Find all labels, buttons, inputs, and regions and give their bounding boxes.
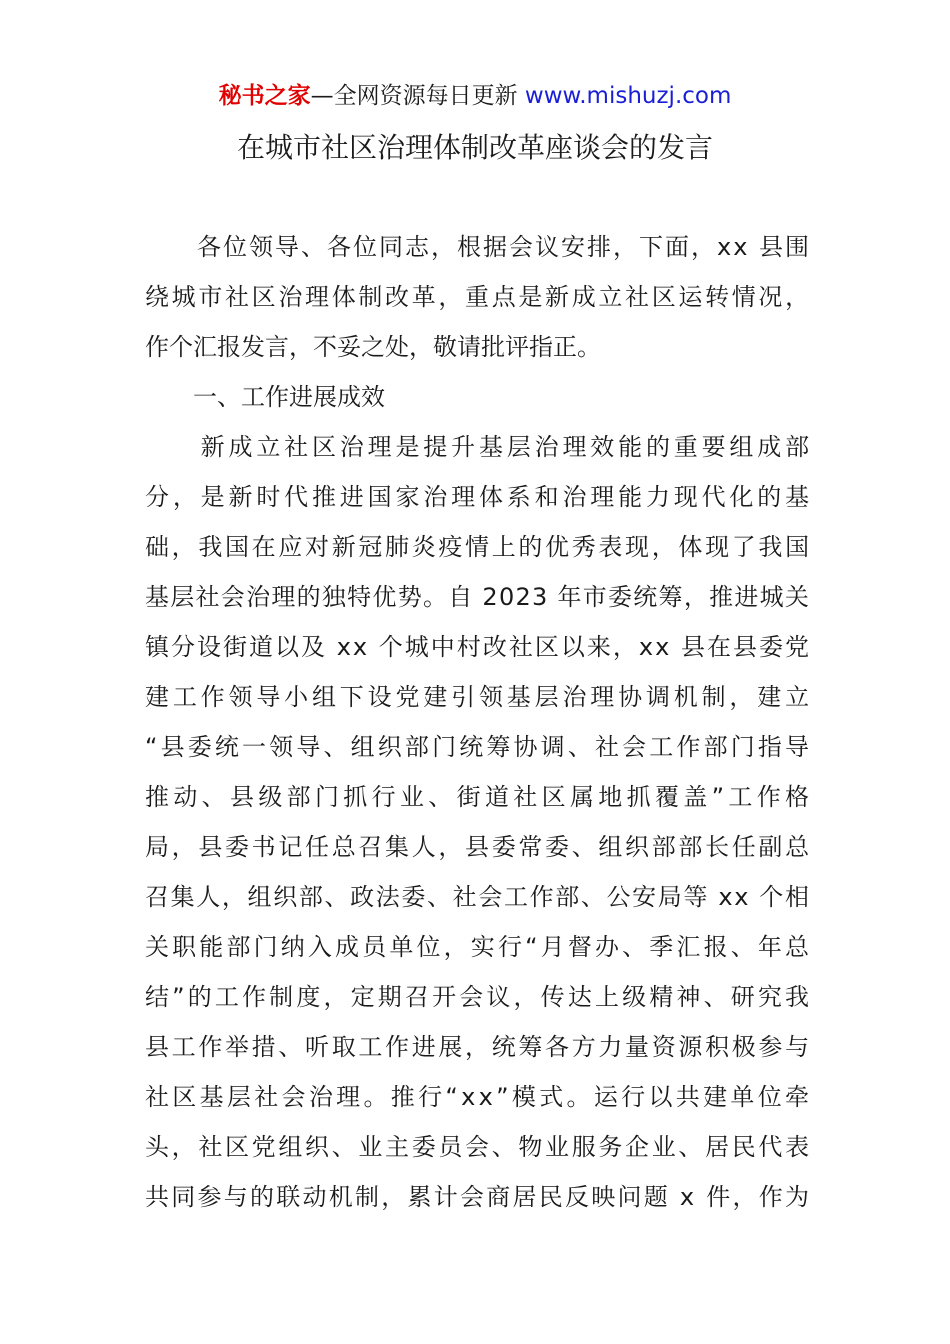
text-line: 县工作举措、听取工作进展，统筹各方力量资源积极参与	[145, 1033, 812, 1061]
document-body	[145, 222, 814, 1222]
text-line: 结”的工作制度，定期召开会议，传达上级精神、研究我	[145, 983, 813, 1011]
text-line: 各位领导、各位同志，根据会议安排，下面，xx 县围	[145, 233, 812, 261]
document-title: 在城市社区治理体制改革座谈会的发言	[236, 131, 713, 164]
text-line: 一、工作进展成效	[145, 383, 385, 411]
text-line: 建工作领导小组下设党建引领基层治理协调机制，建立	[145, 683, 813, 711]
text-line: 新成立社区治理是提升基层治理效能的重要组成部	[145, 433, 813, 461]
site-url[interactable]: www.mishuzj.com	[524, 83, 732, 109]
text-line: 作个汇报发言，不妥之处，敬请批评指正。	[145, 333, 601, 361]
text-line: 础，我国在应对新冠肺炎疫情上的优秀表现，体现了我国	[145, 533, 812, 561]
text-line: 关职能部门纳入成员单位，实行“月督办、季汇报、年总	[145, 933, 813, 961]
text-line: 头，社区党组织、业主委员会、物业服务企业、居民代表	[145, 1133, 812, 1161]
site-header	[0, 80, 950, 112]
text-line: 基层社会治理的独特优势。自 2023 年市委统筹，推进城关	[145, 583, 811, 611]
text-line: 推动、县级部门抓行业、街道社区属地抓覆盖”工作格	[145, 783, 814, 811]
text-line: 分，是新时代推进国家治理体系和治理能力现代化的基	[145, 483, 813, 511]
text-line: 召集人，组织部、政法委、社会工作部、公安局等 xx 个相	[145, 883, 811, 911]
text-line: 镇分设街道以及 xx 个城中村改社区以来，xx 县在县委党	[145, 633, 811, 661]
text-line: 绕城市社区治理体制改革，重点是新成立社区运转情况，	[145, 283, 812, 311]
text-line: 局，县委书记任总召集人，县委常委、组织部部长任副总	[145, 833, 812, 861]
header-tagline: —全网资源每日更新	[310, 83, 525, 109]
brand-name: 秘书之家	[218, 83, 311, 109]
text-line: 共同参与的联动机制，累计会商居民反映问题 x 件，作为	[145, 1183, 812, 1211]
text-line: “县委统一领导、组织部门统筹协调、社会工作部门指导	[145, 733, 813, 761]
text-line: 社区基层社会治理。推行“xx”模式。运行以共建单位牵	[145, 1083, 813, 1111]
